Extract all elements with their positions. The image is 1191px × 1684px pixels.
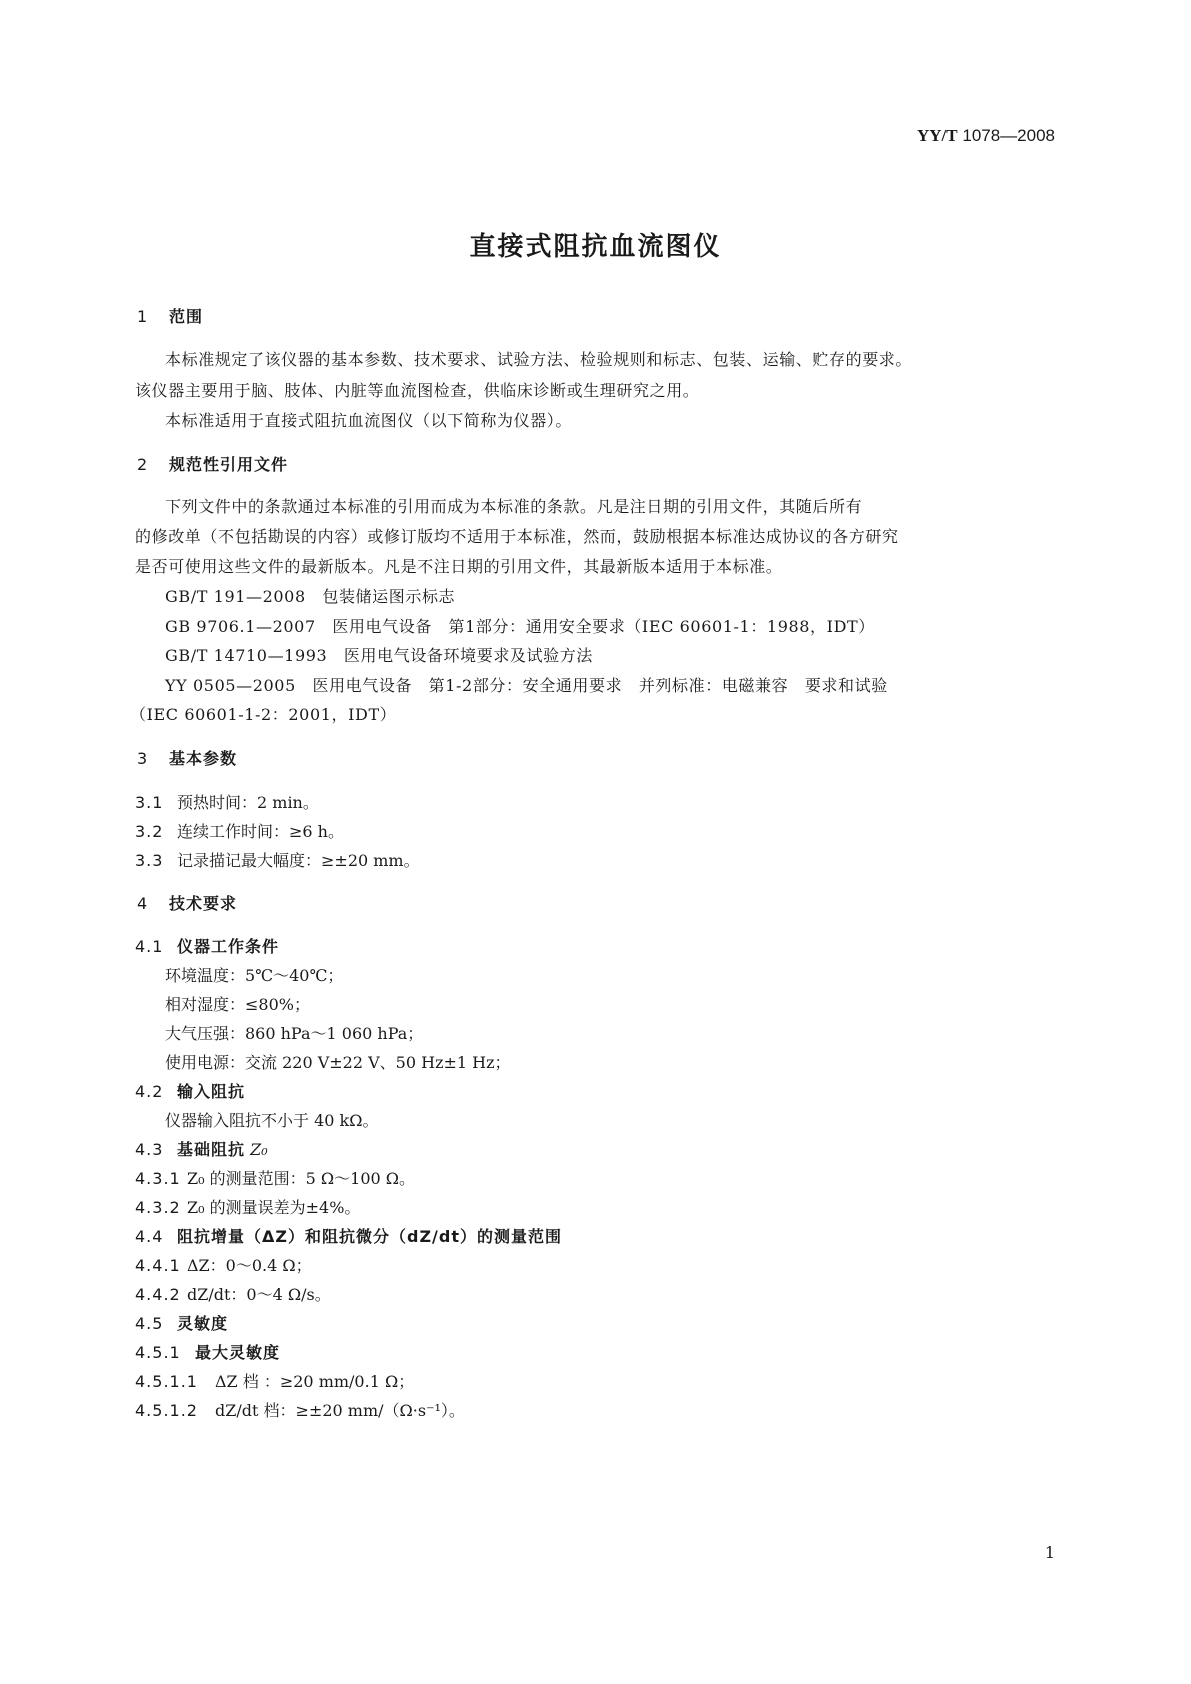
condition-line: 环境温度：5℃～40℃； (165, 966, 344, 985)
clause-title: 阻抗增量（ΔZ）和阻抗微分（dZ/dt）的测量范围 (177, 1227, 562, 1246)
condition-line: 相对湿度：≤80%； (165, 995, 310, 1014)
clause-text: 连续工作时间：≥6 h。 (177, 822, 344, 841)
clause-text: Z₀ 的测量误差为±4%。 (187, 1198, 361, 1217)
clause-text: dZ/dt：0～4 Ω/s。 (187, 1285, 331, 1304)
reference-item (165, 584, 455, 607)
standard-number (917, 126, 1055, 146)
clause-4-2-heading (135, 1079, 245, 1102)
clause-number: 4.5.1 (135, 1343, 181, 1362)
clause-4-4-2 (135, 1282, 331, 1305)
clause-text: dZ/dt 档：≥±20 mm/（Ω·s⁻¹）。 (215, 1401, 465, 1420)
section-2-paragraph-line-1: 下列文件中的条款通过本标准的引用而成为本标准的条款。凡是注日期的引用文件，其随后所有 (165, 497, 863, 516)
clause-title: 仪器工作条件 (177, 937, 280, 956)
reference-title: 医用电气设备环境要求及试验方法 (343, 646, 593, 665)
clause-4-4-1 (135, 1253, 312, 1276)
clause-4-5-1-1 (135, 1369, 414, 1392)
clause-text: ΔZ：0～0.4 Ω； (187, 1256, 312, 1275)
clause-3-3 (135, 848, 420, 871)
clause-3-2 (135, 819, 344, 842)
clause-number: 4.5.1.1 (135, 1372, 198, 1391)
reference-item (165, 673, 888, 696)
clause-4-3-heading (135, 1137, 268, 1160)
condition-line: 使用电源：交流 220 V±22 V、50 Hz±1 Hz； (165, 1053, 511, 1072)
clause-number: 4.3.2 (135, 1198, 181, 1217)
section-title: 规范性引用文件 (169, 455, 289, 474)
section-number: 1 (137, 307, 149, 326)
clause-number: 4.5 (135, 1314, 164, 1333)
section-number: 2 (137, 455, 149, 474)
section-1-paragraph-2: 本标准适用于直接式阻抗血流图仪（以下简称为仪器）。 (165, 411, 573, 430)
reference-code: YY 0505—2005 (165, 676, 296, 695)
section-2-paragraph-line-2: 的修改单（不包括勘误的内容）或修订版均不适用于本标准，然而，鼓励根据本标准达成协议的各方研究 (135, 527, 899, 546)
clause-number: 3.1 (135, 793, 164, 812)
clause-number: 3.3 (135, 851, 164, 870)
clause-title-variable: Z₀ (250, 1140, 268, 1159)
clause-3-1 (135, 790, 319, 813)
section-1-paragraph-1-line-1: 本标准规定了该仪器的基本参数、技术要求、试验方法、检验规则和标志、包装、运输、贮存的要求。 (165, 350, 913, 369)
clause-4-3-2 (135, 1195, 360, 1218)
section-title: 范围 (169, 307, 204, 326)
clause-number: 4.2 (135, 1082, 164, 1101)
clause-number: 3.2 (135, 822, 164, 841)
clause-number: 4.1 (135, 937, 164, 956)
clause-4-3-1 (135, 1166, 415, 1189)
section-title: 技术要求 (169, 894, 238, 913)
clause-title: 最大灵敏度 (195, 1343, 281, 1362)
clause-title: 基础阻抗 (177, 1140, 246, 1159)
clause-4-5-heading (135, 1311, 228, 1334)
clause-number: 4.5.1.2 (135, 1401, 198, 1420)
clause-text: ΔZ 档 ：≥20 mm/0.1 Ω； (215, 1372, 415, 1391)
standard-prefix: YY/T (917, 126, 958, 145)
clause-4-1-heading (135, 934, 279, 957)
document-title: 直接式阻抗血流图仪 (469, 232, 722, 262)
section-title: 基本参数 (169, 749, 238, 768)
section-2-paragraph-line-3: 是否可使用这些文件的最新版本。凡是不注日期的引用文件，其最新版本适用于本标准。 (135, 557, 783, 576)
clause-4-5-1-heading (135, 1340, 280, 1363)
section-1-paragraph-1-line-2: 该仪器主要用于脑、肢体、内脏等血流图检查，供临床诊断或生理研究之用。 (135, 381, 700, 400)
section-2-heading (137, 452, 288, 475)
page-number: 1 (1044, 1543, 1055, 1562)
clause-number: 4.3.1 (135, 1169, 181, 1188)
reference-code: GB/T 191—2008 (165, 587, 306, 606)
reference-title: 医用电气设备 第1-2部分：安全通用要求 并列标准：电磁兼容 要求和试验 (312, 676, 888, 695)
section-number: 3 (137, 749, 149, 768)
clause-number: 4.4.1 (135, 1256, 181, 1275)
reference-item-continuation: （IEC 60601-1-2：2001，IDT） (130, 705, 397, 724)
clause-text: 预热时间：2 min。 (177, 793, 319, 812)
condition-line: 大气压强：860 hPa～1 060 hPa； (165, 1024, 424, 1043)
clause-text: 记录描记最大幅度：≥±20 mm。 (177, 851, 420, 870)
reference-code: GB/T 14710—1993 (165, 646, 328, 665)
clause-4-5-1-2 (135, 1398, 465, 1421)
reference-code: GB 9706.1—2007 (165, 617, 316, 636)
clause-4-4-heading (135, 1224, 562, 1247)
section-4-heading (137, 891, 237, 914)
clause-number: 4.4 (135, 1227, 164, 1246)
reference-item (165, 614, 875, 637)
reference-item (165, 643, 593, 666)
clause-title: 输入阻抗 (177, 1082, 246, 1101)
section-1-heading (137, 304, 203, 327)
clause-number: 4.4.2 (135, 1285, 181, 1304)
clause-number: 4.3 (135, 1140, 164, 1159)
reference-title: 包装储运图示标志 (322, 587, 456, 606)
clause-title: 灵敏度 (177, 1314, 229, 1333)
clause-text: Z₀ 的测量范围：5 Ω～100 Ω。 (187, 1169, 416, 1188)
reference-title: 医用电气设备 第1部分：通用安全要求（IEC 60601-1：1988，IDT） (332, 617, 875, 636)
standard-code: 1078—2008 (962, 126, 1055, 145)
section-number: 4 (137, 894, 149, 913)
section-3-heading (137, 746, 237, 769)
clause-4-2-text: 仪器输入阻抗不小于 40 kΩ。 (165, 1111, 379, 1130)
